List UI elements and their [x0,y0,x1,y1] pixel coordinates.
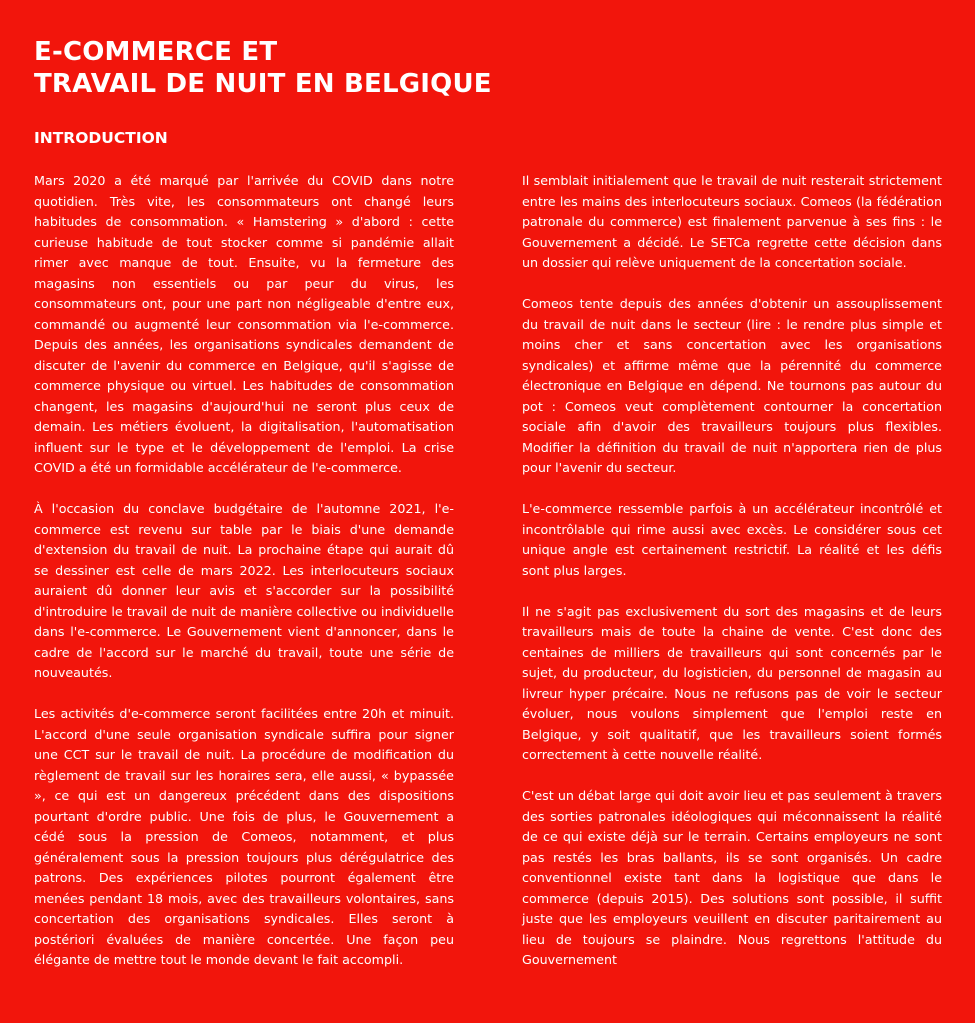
paragraph: Comeos tente depuis des années d'obtenir un assouplissement du travail de nuit dans le secteur (lire : le rendre plus simple et moins cher et sans concertation avec les organisations syndicales) et affirme même que la pérennité du commerce électronique en Belgique en dépend. Ne tournons pas autour du pot : Comeos veut complètement contourner la concertation sociale afin d'avoir des travailleurs toujours plus flexibles. Modifier la définition du travail de nuit n'apportera rien de plus pour l'avenir du secteur. [522,296,942,475]
paragraph: Les activités d'e-commerce seront facilitées entre 20h et minuit. L'accord d'une seule organisation syndicale suffira pour signer une CCT sur le travail de nuit. La procédure de modification du règlement de travail sur les horaires sera, elle aussi, « bypassée », ce qui est un dangereux précédent dans des dispositions pourtant d'ordre public. Une fois de plus, le Gouvernement a cédé sous la pression de Comeos, notamment, et plus généralement sous la pression toujours plus dérégulatrice des patrons. Des expériences pilotes pourront également être menées pendant 18 mois, avec des travailleurs volontaires, sans concertation des organisations syndicales. Elles seront à postériori évaluées de manière concertée. Une façon peu élégante de mettre tout le monde devant le fait accompli. [34,706,454,967]
paragraph: À l'occasion du conclave budgétaire de l'automne 2021, l'e-commerce est revenu sur table par le biais d'une demande d'extension du travail de nuit. La prochaine étape qui aurait dû se dessiner est celle de mars 2022. Les interlocuteurs sociaux auraient dû donner leur avis et s'accorder sur la possibilité d'introduire le travail de nuit de manière collective ou individuelle dans l'e-commerce. Le Gouvernement vient d'annoncer, dans le cadre de l'accord sur le marché du travail, toute une série de nouveautés. [34,501,454,680]
section-heading: INTRODUCTION [34,129,168,147]
paragraph: Il semblait initialement que le travail de nuit resterait strictement entre les mains des interlocuteurs sociaux. Comeos (la fédération patronale du commerce) est finalement parvenue à ses fins : le Gouvernement a décidé. Le SETCa regrette cette décision dans un dossier qui relève uniquement de la concertation sociale. [522,173,942,270]
left-column [34,171,454,991]
paragraph: C'est un débat large qui doit avoir lieu et pas seulement à travers des sorties patronales idéologiques qui méconnaissent la réalité de ce qui existe déjà sur le terrain. Certains employeurs ne sont pas restés les bras ballants, ils se sont organisés. Un cadre conventionnel existe tant dans la logistique que dans le commerce (depuis 2015). Des solutions sont possible, il suffit juste que les employeurs veuillent en discuter paritairement au lieu de toujours se plaindre. Nous regrettons l'attitude du Gouvernement [522,788,942,967]
paragraph: L'e-commerce ressemble parfois à un accélérateur incontrôlé et incontrôlable qui rime aussi avec excès. Le considérer sous cet unique angle est certainement restrictif. La réalité et les défis sont plus larges. [522,501,942,578]
paragraph: Il ne s'agit pas exclusivement du sort des magasins et de leurs travailleurs mais de toute la chaine de vente. C'est donc des centaines de milliers de travailleurs qui sont concernés par le sujet, du producteur, du logisticien, du personnel de magasin au livreur hyper précaire. Nous ne refusons pas de voir le secteur évoluer, nous voulons simplement que l'emploi reste en Belgique, y soit qualitatif, que les travailleurs soient formés correctement à cette nouvelle réalité. [522,603,942,762]
right-column [522,171,942,991]
title-line-1: E-COMMERCE ET [34,37,278,67]
title-line-2: TRAVAIL DE NUIT EN BELGIQUE [34,69,492,99]
paragraph: Mars 2020 a été marqué par l'arrivée du COVID dans notre quotidien. Très vite, les consommateurs ont changé leurs habitudes de consommation. « Hamstering » d'abord : cette curieuse habitude de tout stocker comme si pandémie allait rimer avec manque de tout. Ensuite, vu la fermeture des magasins non essentiels ou par peur du virus, les consommateurs ont, pour une part non négligeable d'entre eux, commandé ou augmenté leur consommation via l'e-commerce. Depuis des années, les organisations syndicales demandent de discuter de l'avenir du commerce en Belgique, qu'il s'agisse de commerce physique ou virtuel. Les habitudes de consommation changent, les magasins d'aujourd'hui ne seront plus ceux de demain. Les métiers évoluent, la digitalisation, l'automatisation influent sur le type et le développement de l'emploi. La crise COVID a été un formidable accélérateur de l'e-commerce. [34,173,454,475]
page-title [34,36,634,100]
